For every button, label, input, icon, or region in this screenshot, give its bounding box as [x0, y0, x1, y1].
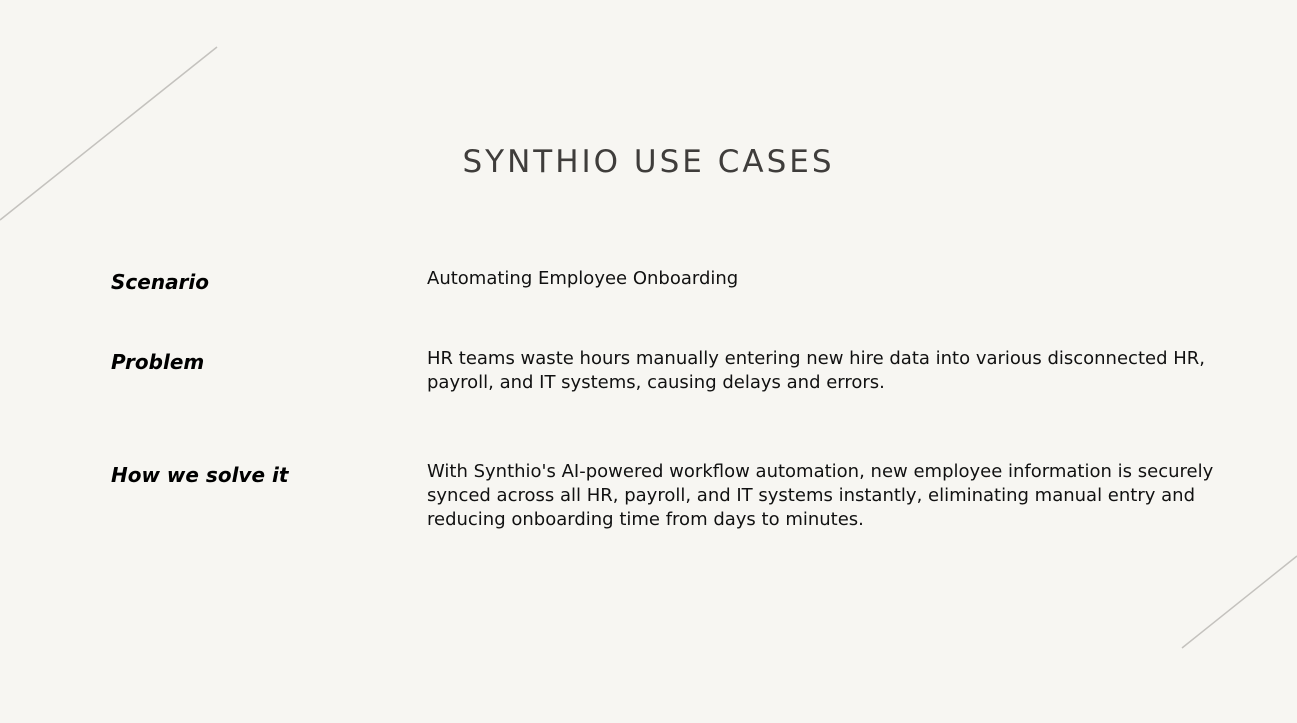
scenario-label: Scenario [111, 270, 210, 294]
solution-text: With Synthio's AI-powered workflow automation, new employee information is securely synced across all HR, payroll, and IT systems instantly, eliminating manual entry and reducing onboarding time from days to minutes. [427, 461, 1214, 530]
slide-title: SYNTHIO USE CASES [462, 144, 835, 180]
solution-label: How we solve it [111, 463, 289, 487]
problem-label: Problem [111, 350, 205, 374]
problem-text: HR teams waste hours manually entering new hire data into various disconnected HR, payroll, and IT systems, causing delays and errors. [427, 348, 1205, 393]
top-left-diagonal-line [0, 47, 217, 220]
bottom-right-diagonal-line [1182, 556, 1297, 648]
scenario-text: Automating Employee Onboarding [427, 268, 739, 289]
